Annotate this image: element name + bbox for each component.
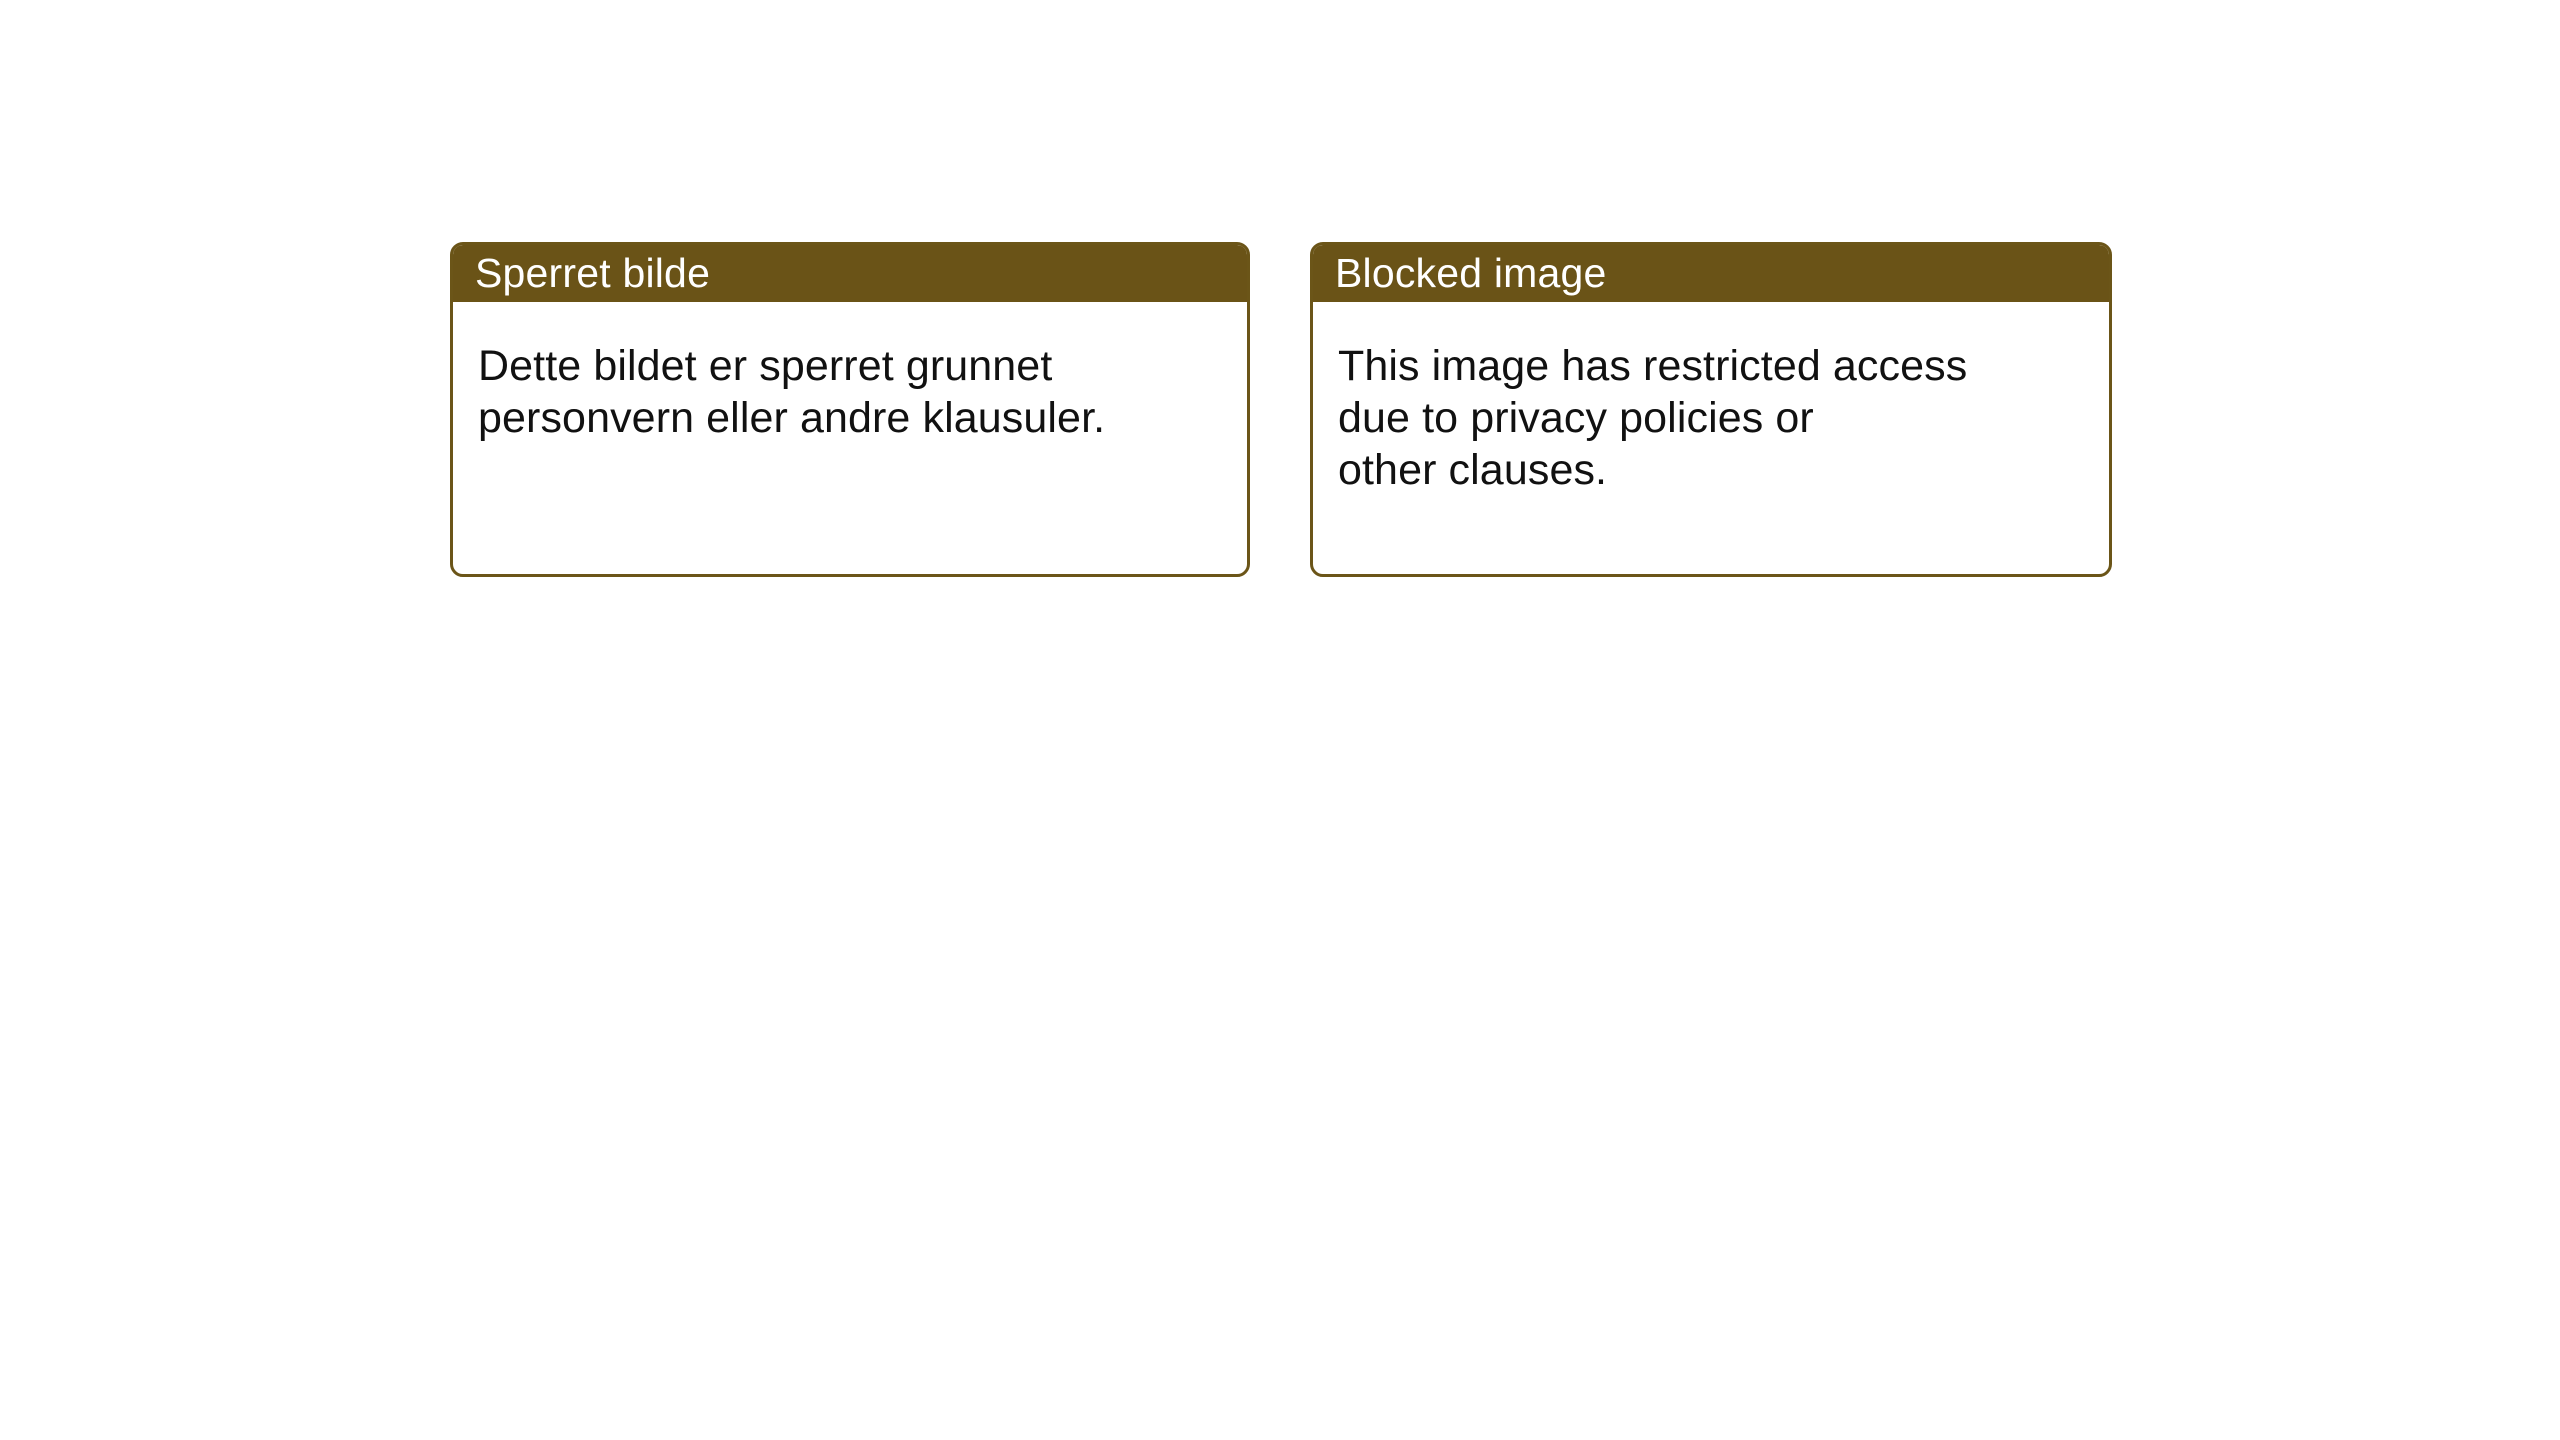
notice-card-header xyxy=(1313,245,2109,302)
blocked-image-notice-card-norwegian xyxy=(450,242,1250,577)
notice-body-line: Dette bildet er sperret grunnet xyxy=(478,342,1053,390)
notice-body-line: due to privacy policies or xyxy=(1338,394,1814,442)
blocked-image-notice-card-english xyxy=(1310,242,2112,577)
notice-body-line: other clauses. xyxy=(1338,446,1608,494)
notice-body-line: This image has restricted access xyxy=(1338,342,1968,390)
notice-card-title: Blocked image xyxy=(1335,250,1607,296)
notice-card-header xyxy=(453,245,1247,302)
notice-card-body xyxy=(453,302,1247,482)
notice-card-body xyxy=(1313,302,2109,534)
notice-card-title: Sperret bilde xyxy=(475,250,711,296)
notice-body-line: personvern eller andre klausuler. xyxy=(478,394,1106,442)
